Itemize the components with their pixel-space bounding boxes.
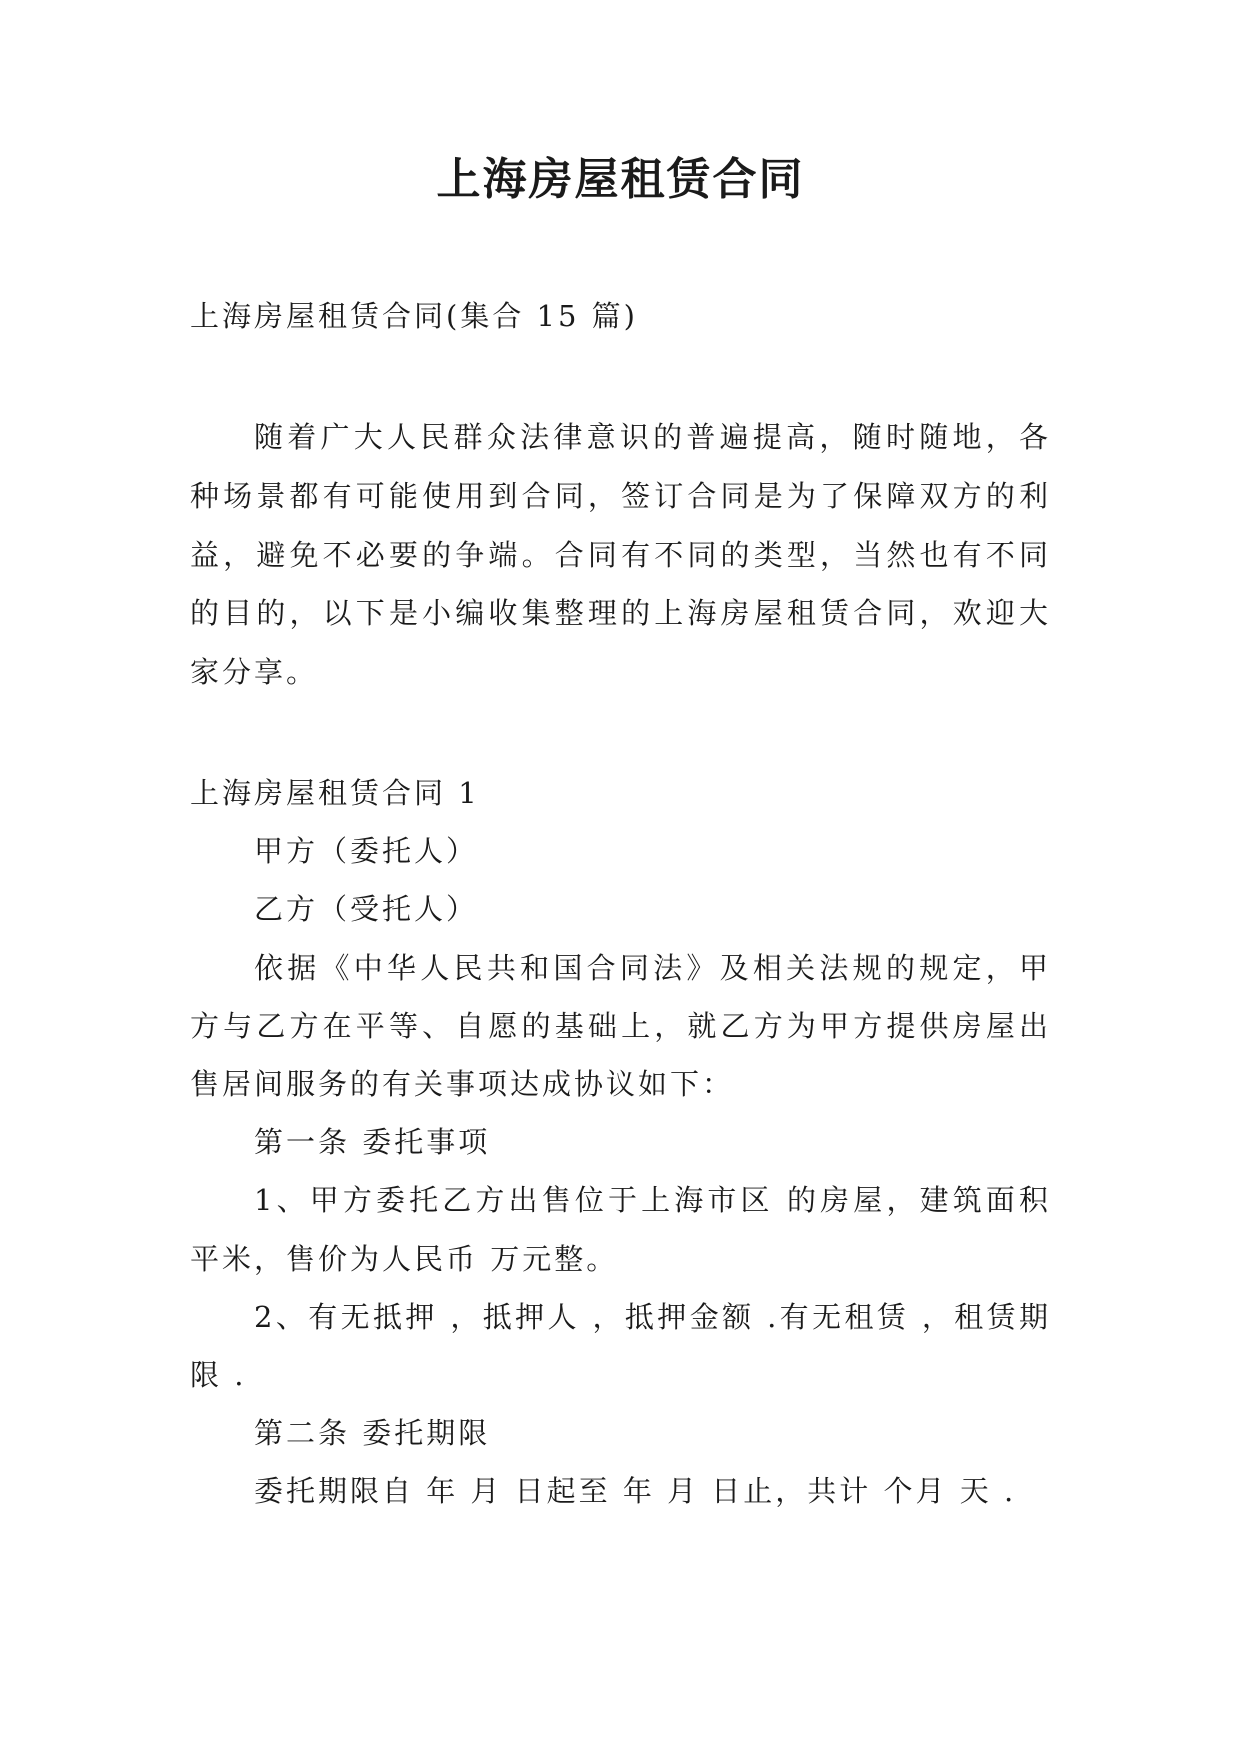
document-title: 上海房屋租赁合同: [436, 154, 805, 205]
section-heading: 上海房屋租赁合同 1: [190, 776, 480, 810]
party-a-line: 甲方（委托人）: [254, 834, 479, 869]
basis-paragraph: 依据《中华人民共和国合同法》及相关法规的规定，甲方与乙方在平等、自愿的基础上，就乙方为甲方提供房屋出售居间服务的有关事项达成协议如下：: [190, 950, 1051, 1102]
article-1-heading: 第一条 委托事项: [254, 1125, 491, 1160]
document-subtitle: 上海房屋租赁合同(集合 15 篇): [190, 299, 638, 333]
article-2-heading: 第二条 委托期限: [254, 1416, 491, 1451]
article-2-clause: 委托期限自 年 月 日起至 年 月 日止，共计 个月 天 .: [254, 1474, 1017, 1509]
article-1-clause-2: 2、有无抵押 ，抵押人 ，抵押金额 .有无租赁 ，租赁期限 .: [190, 1299, 1051, 1393]
intro-paragraph: 随着广大人民群众法律意识的普遍提高，随时随地，各种场景都有可能使用到合同，签订合同是为了保障双方的利益，避免不必要的争端。合同有不同的类型，当然也有不同的目的，以下是小编收集整理的上海房屋租赁合同，欢迎大家分享。: [190, 420, 1051, 690]
article-1-clause-1: 1、甲方委托乙方出售位于上海市区 的房屋，建筑面积 平米，售价为人民币 万元整。: [190, 1183, 1051, 1276]
contract-body: [190, 764, 1051, 1521]
party-b-line: 乙方（受托人）: [254, 892, 479, 927]
